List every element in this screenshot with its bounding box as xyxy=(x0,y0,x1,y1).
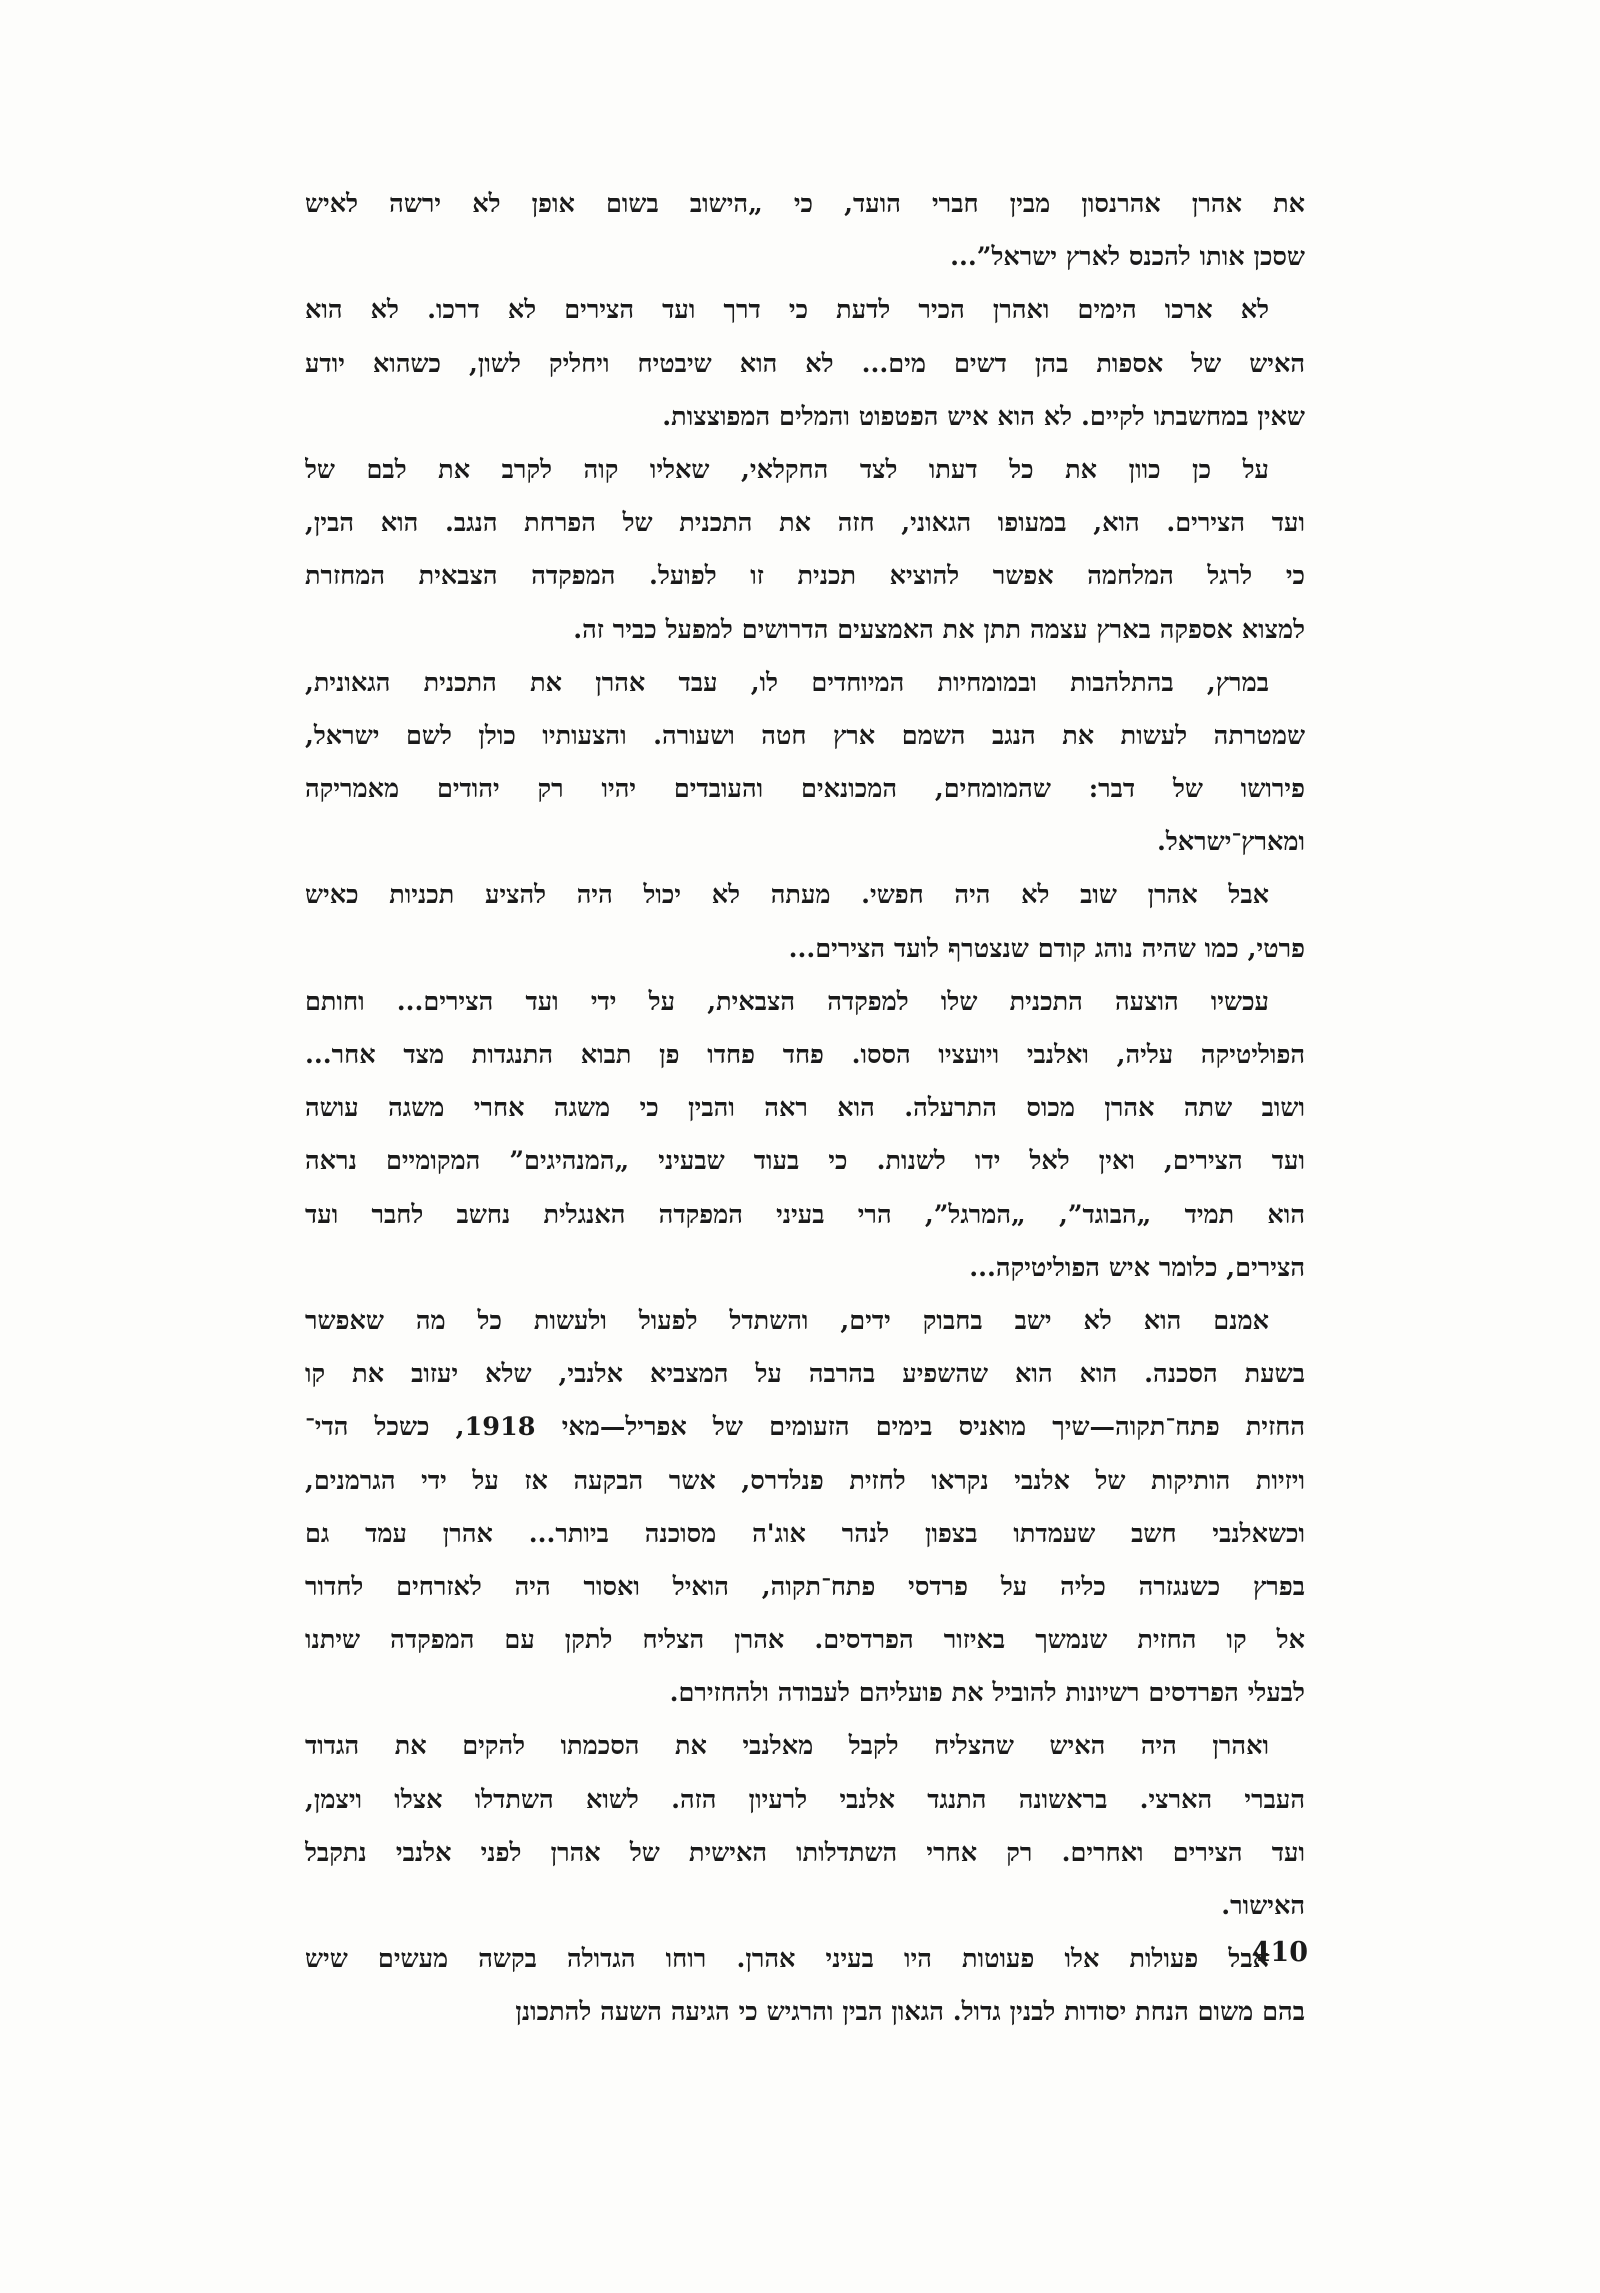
text-line: בשעת הסכנה. הוא הוא שהשפיע בהרבה על המצביא אלנבי, שלא יעזוב את קו xyxy=(305,1359,1305,1390)
text-line: האישור. xyxy=(1221,1891,1305,1921)
paragraph xyxy=(305,1933,1305,2039)
text-line: את אהרן אהרנסון מבין חברי הועד, כי „הישוב בשום אופן לא ירשה לאיש xyxy=(305,189,1305,219)
text-line: הצירים, כלומר איש הפוליטיקה... xyxy=(969,1252,1305,1283)
text-line: אבל פעולות אלו פעוטות היו בעיני אהרן. רוחו הגדולה בקשה מעשים שיש xyxy=(305,1944,1269,1975)
paragraph xyxy=(305,444,1305,657)
text-line: וכשאלנבי חשב שעמדתו בצפון לנהר אוג'ה מסוכנה ביותר... אהרן עמד גם xyxy=(305,1518,1305,1549)
text-line: ומארץ־ישראל. xyxy=(1156,827,1305,858)
body-text xyxy=(305,178,1305,2040)
text-line: שסכן אותו להכנס לארץ ישראל”... xyxy=(950,242,1305,273)
text-line: שמטרתה לעשות את הנגב השמם ארץ חטה ושעורה. והצעותיו כולן לשם ישראל, xyxy=(305,720,1305,751)
text-line: אמנם הוא לא ישב בחבוק ידים, והשתדל לפעול ולעשות כל מה שאפשר xyxy=(305,1305,1269,1336)
text-line: כי לרגל המלחמה אפשר להוציא תכנית זו לפועל. המפקדה הצבאית המחזרת xyxy=(305,561,1305,592)
text-line: אבל אהרן שוב לא היה חפשי. מעתה לא יכול היה להציע תכניות כאיש xyxy=(305,880,1269,911)
text-line: החזית פתח־תקוה—שיך מואניס בימים הזעומים של אפריל—מאי 1918, כשכל הדי־ xyxy=(305,1412,1305,1443)
text-line: למצוא אספקה בארץ עצמה תתן את האמצעים הדרושים למפעל כביר זה. xyxy=(573,614,1305,645)
paragraph xyxy=(305,657,1305,870)
text-line: על כן כוון את כל דעתו לצד החקלאי, שאליו קוה לקרב את לבם של xyxy=(305,454,1269,485)
paragraph xyxy=(305,1720,1305,1933)
paragraph xyxy=(305,284,1305,444)
text-line: פרטי, כמו שהיה נוהג קודם שנצטרף לועד הצירים... xyxy=(788,933,1305,964)
text-line: פירושו של דבר: שהמומחים, המכונאים והעובדים יהיו רק יהודים מאמריקה xyxy=(305,774,1305,805)
text-line: ושוב שתה אהרן מכוס התרעלה. הוא ראה והבין כי משגה אחרי משגה עושה xyxy=(305,1093,1305,1124)
text-line: בהם משום הנחת יסודות לבנין גדול. הגאון הבין והרגיש כי הגיעה השעה להתכונן xyxy=(515,1997,1305,2028)
page-number: 410 xyxy=(1251,1937,1308,1968)
text-line: שאין במחשבתו לקיים. לא הוא איש הפטפוט והמלים המפוצצות. xyxy=(662,401,1305,432)
text-line: לבעלי הפרדסים רשיונות להוביל את פועליהם לעבודה ולהחזירם. xyxy=(669,1678,1305,1709)
text-line: העברי הארצי. בראשונה התנגד אלנבי לרעיון הזה. לשוא השתדלו אצלו ויצמן, xyxy=(305,1784,1305,1815)
paragraph xyxy=(305,976,1305,1295)
paragraph xyxy=(305,869,1305,975)
text-line: ואהרן היה האיש שהצליח לקבל מאלנבי את הסכמתו להקים את הגדוד xyxy=(305,1731,1269,1762)
text-line: ועד הצירים. הוא, במעופו הגאוני, חזה את התכנית של הפרחת הנגב. הוא הבין, xyxy=(305,508,1305,539)
text-line: ועד הצירים, ואין לאל ידו לשנות. כי בעוד שבעיני „המנהיגים” המקומיים נראה xyxy=(305,1146,1305,1177)
text-line: הוא תמיד „הבוגד”, „המרגל”, הרי בעיני המפקדה האנגלית נחשב לחבר ועד xyxy=(305,1199,1305,1230)
text-line: אל קו החזית שנמשך באיזור הפרדסים. אהרן הצליח לתקן עם המפקדה שיתנו xyxy=(305,1625,1305,1656)
text-line: ויזיות הותיקות של אלנבי נקראו לחזית פנלדרס, אשר הבקעה אז על ידי הגרמנים, xyxy=(305,1465,1305,1496)
text-line: ועד הצירים ואחרים. רק אחרי השתדלותו האישית של אהרן לפני אלנבי נתקבל xyxy=(305,1837,1305,1868)
text-line: הפוליטיקה עליה, ואלנבי ויועציו הססו. פחד פחדו פן תבוא התנגדות מצד אחר... xyxy=(305,1040,1305,1070)
paragraph xyxy=(305,1295,1305,1721)
text-line: עכשיו הוצעה התכנית שלו למפקדה הצבאית, על ידי ועד הצירים... וחותם xyxy=(305,986,1269,1017)
text-line: במרץ, בהתלהבות ובמומחיות המיוחדים לו, עבד אהרן את התכנית הגאונית, xyxy=(305,667,1269,698)
text-line: בפרץ כשנגזרה כליה על פרדסי פתח־תקוה, הואיל ואסור היה לאזרחים לחדור xyxy=(305,1571,1305,1602)
text-line: לא ארכו הימים ואהרן הכיר לדעת כי דרך ועד הצירים לא דרכו. לא הוא xyxy=(305,295,1269,326)
text-line: האיש של אספות בהן דשים מים... לא הוא שיבטיח ויחליק לשון, כשהוא יודע xyxy=(305,348,1305,379)
paragraph xyxy=(305,178,1305,284)
